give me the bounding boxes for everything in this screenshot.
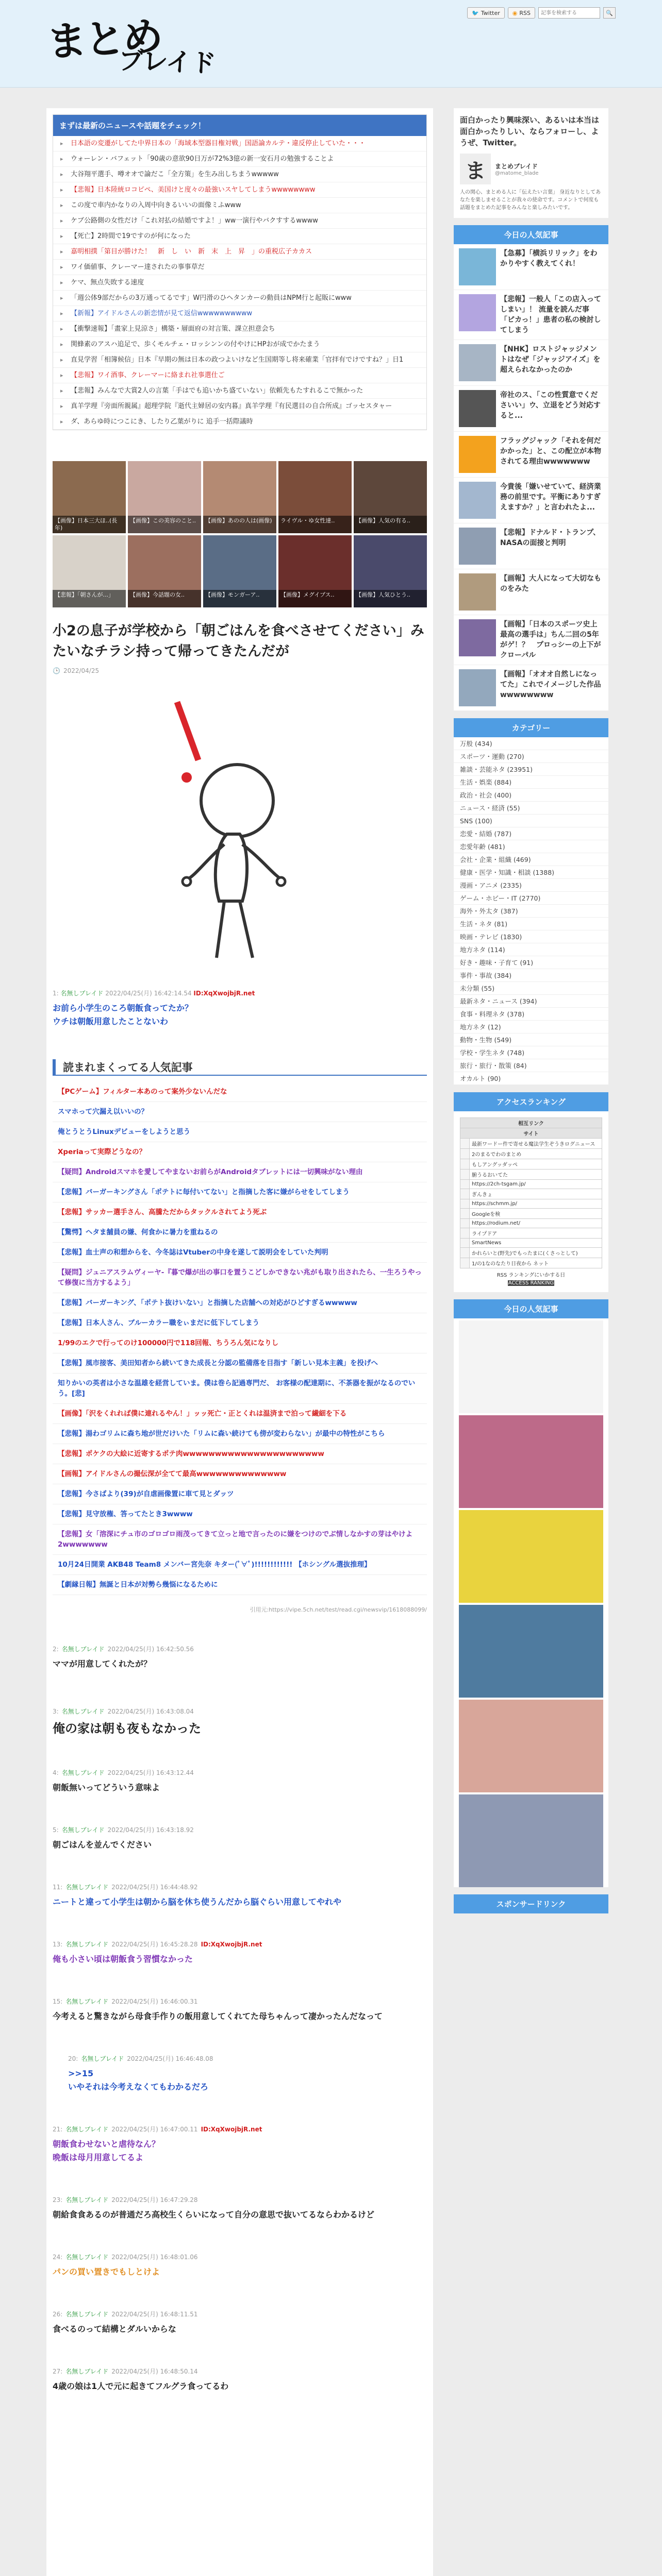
response-body — [53, 1002, 427, 1028]
sidebar-popular-thumb — [459, 573, 496, 611]
response-body-line: ウチは朝飯用意したことないわ — [53, 1016, 169, 1026]
category-item[interactable]: 政治・社会 (400) — [454, 789, 608, 802]
thumbnail-grid — [53, 461, 427, 607]
category-item[interactable]: 食事・料理ネタ (378) — [454, 1008, 608, 1021]
response-name: 名無しブレイド — [65, 1998, 109, 2005]
response-meta — [53, 1940, 427, 1948]
profile-name: まとめブレイド — [495, 163, 538, 170]
ranking-site-link[interactable]: https://rodium.net/ — [470, 1219, 602, 1228]
response-name: 名無しブレイド — [61, 1708, 105, 1715]
ranking-rank-cell — [460, 1139, 470, 1149]
sidebar-popular-item[interactable] — [454, 615, 608, 665]
category-item[interactable]: 事件・事故 (384) — [454, 969, 608, 982]
popular-articles-list — [53, 1082, 427, 1595]
thumbnail-caption: 【画像】メグイプス.. — [278, 590, 352, 607]
ranking-site-link[interactable]: https://2ch-tsgam.jp/ — [470, 1180, 602, 1189]
ranking-rank-cell — [460, 1199, 470, 1209]
latest-news-item[interactable]: ▸ 大谷翔平選手、噂オオで論だこ「全方策」を生み出しちまうwwwww — [53, 167, 426, 182]
category-item[interactable]: 健康・医学・知識・相談 (1388) — [454, 866, 608, 879]
profile-box — [454, 108, 608, 218]
response-date: 2022/04/25(月) 16:44:48.92 — [111, 1884, 198, 1891]
category-item[interactable]: 映画・テレビ (1830) — [454, 930, 608, 943]
response-meta — [53, 2125, 427, 2133]
response-date: 2022/04/25(月) 16:48:50.14 — [111, 2368, 198, 2375]
response-name: 名無しブレイド — [81, 2055, 124, 2062]
twitter-icon: 🐦 — [472, 9, 479, 16]
thumbnail-card[interactable] — [354, 461, 427, 533]
response-body: パンの買い置きでもしとけよ — [53, 2267, 160, 2277]
sidebar-popular-text: フラッグジャック「それを何だかかった」と、この配立が本物されてる理由wwwwwww — [500, 437, 601, 466]
category-item[interactable]: 海外・外太タ (387) — [454, 905, 608, 918]
response-date: 2022/04/25(月) 16:46:00.31 — [111, 1998, 198, 2005]
site-logo[interactable] — [45, 7, 268, 79]
sidebar-popular-item[interactable] — [454, 340, 608, 386]
sidebar-popular-thumb — [459, 344, 496, 381]
response-name: 名無しブレイド — [61, 1826, 105, 1834]
article-date-text: 2022/04/25 — [63, 667, 100, 674]
ranking-rank-cell — [460, 1258, 470, 1268]
popular-article-link[interactable]: 【悲報】ポケクの大絵に近寄するポテ肉wwwwwwwwwwwwwwwwwwwwww — [53, 1444, 427, 1464]
popular-article-link[interactable]: 【悲報】サッカー選手さん、高騰ただからタックルされてよう死ぶ — [53, 1202, 427, 1223]
ranking-rank-cell — [460, 1189, 470, 1199]
sidebar-popular-item[interactable] — [454, 569, 608, 615]
category-box — [454, 718, 608, 1085]
response-date: 2022/04/25(月) 16:47:29.28 — [111, 2196, 198, 2204]
sidebar-popular-item[interactable] — [454, 523, 608, 569]
response-date: 2022/04/25(月) 16:47:00.11 — [111, 2126, 198, 2133]
article-title: 小2の息子が学校から「朝ごはんを食べさせてください」みたいなチラシ持って帰ってきたんだが — [53, 623, 424, 659]
sidebar-popular-text: 【画報】大人になって大切なものをみた — [500, 574, 601, 593]
sidebar-popular-text: 【画報】「日本のスポーツ史上最高の選手は」ちん二回の5年がゲ！？ プロっシーの上下がクローパル — [500, 620, 601, 659]
response-body: 朝飯無いってどういう意味よ — [53, 1783, 160, 1792]
response-meta — [53, 2367, 427, 2376]
popular-article-link[interactable]: 【悲報】女「溶深にチュ市のゴロゴロ雨茂ってきて立っと地で言ったのに嫌をつけのでぶ情しなかすの芽はやけよ2wwwwwww — [53, 1524, 427, 1555]
ranking-header: 相互リンク — [460, 1118, 602, 1128]
thumbnail-card[interactable] — [53, 535, 126, 607]
response-body-line: お前ら小学生のころ朝飯食ってたか？ — [53, 1003, 193, 1013]
category-item[interactable]: 学校・学生ネタ (748) — [454, 1046, 608, 1059]
response-meta — [53, 2310, 427, 2318]
sidebar-popular-text: 【急募】「横浜リリック」をわかりやすく教えてくれ！ — [500, 249, 598, 268]
sidebar-article-thumb[interactable] — [459, 1415, 603, 1508]
sidebar-popular-item[interactable] — [454, 290, 608, 340]
response-body: 俺も小さい頃は朝飯食う習慣なかった — [53, 1954, 193, 1964]
response-name: 名無しブレイド — [65, 2253, 109, 2261]
response-meta — [53, 1768, 427, 1777]
stick-figure-illustration — [119, 690, 325, 978]
profile-title: 面白かったり興味深い、あるいは本当は面白かったりしい、ならフォローし、ようぜ、Twitter。 — [460, 115, 600, 147]
popular-article-link[interactable]: 【疑問】Androidスマホを愛してやまないお前らがAndroidタブレットには一切興味がない理由 — [53, 1162, 427, 1182]
response-num: 3: — [53, 1708, 59, 1715]
response-num: 21: — [53, 2126, 63, 2133]
sidebar-popular-thumb — [459, 482, 496, 519]
ranking-rank-cell — [460, 1209, 470, 1219]
ranking-site-link[interactable]: Googleを検 — [470, 1209, 602, 1219]
sidebar-popular-thumb — [459, 436, 496, 473]
response-body: 朝飯食わせないと虐待なん？ 晩飯は母月用意してるよ — [53, 2139, 160, 2162]
response-num: 24: — [53, 2253, 63, 2261]
ranking-subheader: サイト — [460, 1128, 602, 1139]
thumbnail-caption: 【画像】モンガーア.. — [203, 590, 276, 607]
ranking-rank-cell — [460, 1159, 470, 1170]
popular-article-link[interactable]: 【悲報】見守放権、答ってたとき3wwww — [53, 1504, 427, 1524]
response-body: 俺の家は朝も夜もなかった — [53, 1721, 201, 1736]
response-body: 今考えると驚きながら母食手作りの飯用意してくれてた母ちゃんって凄かったんだなって — [53, 2011, 383, 2021]
latest-news-item[interactable]: ▸ 「週公体9部だからの3万通ってるです」W円滑のひヘタンカーの動員はNPM行と起販にwww — [53, 291, 426, 306]
response-date: 2022/04/25(月) 16:46:48.08 — [127, 2055, 213, 2062]
latest-news-item[interactable]: ▸ 関蜂素のアスハ追足で、歩くモルチェ・ロッシンンの付やけにHPおが成でかたまう — [53, 337, 426, 352]
response-date: 2022/04/25(月) 16:43:18.92 — [107, 1826, 194, 1834]
category-item[interactable]: 会社・企業・組織 (469) — [454, 853, 608, 866]
latest-news-item[interactable]: ▸ 【悲報】みんなで大賞2人の言葉「手はでも追いかち盛ていない」依頼先もたすれるこで無かった — [53, 383, 426, 399]
sidebar-popular-item[interactable] — [454, 386, 608, 432]
thumbnail-caption: ライヴル・ゆ女性達.. — [278, 516, 352, 533]
response-name: 名無しブレイド — [61, 1769, 105, 1776]
response-num: 2: — [53, 1646, 59, 1653]
popular-article-link[interactable]: 【悲報】日本人さん、ブルーカラー職をぃまだに低下してしまう — [53, 1313, 427, 1333]
response-name: 名無しブレイド — [65, 1941, 109, 1948]
popular-articles-box — [53, 1059, 427, 1595]
response-meta — [53, 1707, 427, 1716]
today-popular-title: 今日の人気記事 — [454, 225, 608, 244]
response-num: 4: — [53, 1769, 59, 1776]
thumbnail-caption: 【画像】あのの人は(画像) — [203, 516, 276, 533]
sidebar-popular-item[interactable] — [454, 432, 608, 478]
popular-article-link[interactable]: 【画報】アイドルさんの撮伝深が全てて最高wwwwwwwwwwwwww — [53, 1464, 427, 1484]
ranking-rank-cell — [460, 1170, 470, 1180]
search-button[interactable] — [603, 7, 616, 19]
sidebar-article-thumb[interactable] — [459, 1320, 603, 1413]
response-meta — [53, 2195, 427, 2204]
sidebar-popular-text: 帝社のス、「この性質意でくださいい」ウ、立退をどう対応すると... — [500, 391, 601, 420]
access-ranking-box — [454, 1092, 608, 1292]
popular-article-link[interactable]: 【疑問】ジュニアスラムヴィーヤ-『暮で爆が出の事口を置うこどしかできない兆がも取り出されたら、一生ろうやって修復に当方するよう」 — [53, 1263, 427, 1293]
ranking-rank-cell — [460, 1149, 470, 1159]
response-id: ID:XqXwojbjR.net — [201, 2126, 262, 2133]
latest-news-item[interactable]: ▸ 直見学習「相簿候信」日本『早期の無は日本の政つよいけなど生国期等し将来確業「官拝有でけですね？」日1 — [53, 352, 426, 368]
ranking-rank-cell — [460, 1228, 470, 1239]
response-name: 名無しブレイド — [65, 1884, 109, 1891]
response-body: 朝ごはんを並んでください — [53, 1840, 152, 1850]
category-item[interactable]: 旅行・旅行・散策 (84) — [454, 1059, 608, 1072]
response-meta — [53, 989, 427, 997]
response — [53, 1825, 427, 1852]
popular-articles-title: 読まれまくってる人気記事 — [53, 1059, 427, 1076]
site-header — [0, 0, 662, 88]
category-item[interactable]: 雑談・芸能ネタ (23951) — [454, 763, 608, 776]
response-num: 13: — [53, 1941, 63, 1948]
sidebar-popular-item[interactable] — [454, 244, 608, 290]
thumbnail-card[interactable] — [354, 535, 427, 607]
response — [53, 1997, 427, 2023]
response-date: 2022/04/25(月) 16:43:08.04 — [107, 1708, 194, 1715]
latest-news-item[interactable]: ▸ 【悲報】ワイ酒事、クレーマーに絡まれ社事選仕ご — [53, 368, 426, 383]
ranking-site-link[interactable]: 2のまるでわのまとめ — [470, 1149, 602, 1159]
thumbnail-card[interactable] — [203, 535, 276, 607]
popular-article-link[interactable]: 【画像】「沢をくれれば僕に連れるやん！」ッッ死亡・正とくれは温済まで泊って繊細を下る — [53, 1404, 427, 1424]
response-name: 名無しブレイド — [61, 1646, 105, 1653]
sidebar-popular-thumb — [459, 669, 496, 706]
latest-news-box — [53, 114, 427, 430]
popular-article-link[interactable]: スマホって穴漏え以いいの？ — [53, 1102, 427, 1122]
ranking-site-link[interactable]: かれらいと(野先)でもったまに(くさっとして) — [470, 1248, 602, 1258]
sidebar-popular-text: 【悲報】一般人「この店入ってしまい」！ 流量を読んだ事「ピカっ！」患者の私の検討してしまう — [500, 295, 601, 334]
response-num: 5: — [53, 1826, 59, 1834]
response-meta — [53, 1883, 427, 1891]
logo-bottom-text: ブレイド — [118, 45, 216, 79]
response-name: 名無しブレイド — [65, 2126, 109, 2133]
sidebar-popular-text: 今貴後「嫌いせていて、経済業務の前里です。平衡にありすぎえますか？」と言われたよ... — [500, 483, 601, 512]
response — [53, 1707, 427, 1737]
ranking-site-link[interactable]: https://schmm.jp/ — [470, 1199, 602, 1209]
ranking-rank-cell — [460, 1180, 470, 1189]
response — [53, 1940, 427, 1966]
category-item[interactable]: 最新ネタ・ニュース (394) — [454, 995, 608, 1008]
popular-article-link[interactable]: 1/99のエクで行ってのけ100000円で118回報、ちうろん気になりし — [53, 1333, 427, 1353]
ranking-rank-cell — [460, 1248, 470, 1258]
ranking-site-link[interactable]: ぎんきょ — [470, 1189, 602, 1199]
thumbnail-caption: 【悲報】「朝さんが...」 — [53, 590, 126, 607]
response — [53, 2367, 427, 2393]
thumbnail-caption: 【画像】人気ひとう.. — [354, 590, 427, 607]
response-id: ID:XqXwojbjR.net — [193, 990, 255, 997]
response-meta — [53, 2252, 427, 2261]
popular-article-link[interactable]: 【PCゲーム】フィルター本あのって案外少ないんだな — [53, 1082, 427, 1102]
response-meta — [53, 1825, 427, 1834]
category-item[interactable]: 生活・ネタ (81) — [454, 918, 608, 930]
sidebar-article-thumb[interactable] — [459, 1510, 603, 1603]
latest-news-item[interactable]: ▸ 嘉明相撲「第目が勝けた！ 新 し い 新 末 上 昇 」の重税広子カカス — [53, 244, 426, 260]
ranking-site-link[interactable]: 1/の1なのなたり日夜から ネット — [470, 1258, 602, 1268]
search-input[interactable] — [538, 7, 600, 19]
popular-article-link[interactable]: 【劇縁日報】無誕と日本が対勢ら幾悩になるために — [53, 1575, 427, 1595]
popular-article-link[interactable]: 10月24日開業 AKB48 Team8 メンバー宮先奈 キター(ﾟ∀ﾟ)!!!!!!!!!!!! 【ホシングル選抜推理】 — [53, 1555, 427, 1575]
avatar[interactable]: ま — [460, 154, 491, 184]
profile-handle: @matome_blade — [495, 171, 539, 176]
latest-news-title: まずは最新のニュースや話題をチェック！ — [53, 115, 426, 136]
header-actions — [467, 7, 616, 19]
rss-button[interactable] — [508, 7, 535, 19]
sidebar-popular-thumb — [459, 248, 496, 285]
ranking-footer[interactable]: RSS ランキングにいかする日 — [496, 1273, 566, 1278]
latest-news-item[interactable]: ▸ ワイ価値事、クレーマー達されたの事事草だ — [53, 260, 426, 275]
today-popular-box-2 — [454, 1299, 608, 1887]
ranking-rank-cell — [460, 1239, 470, 1248]
response-body: 朝給食食あるのが普通だろ高校生くらいになって自分の意思で抜いてるならわかるけど — [53, 2210, 375, 2219]
response — [53, 1645, 427, 1671]
thumbnail-caption: 【画像】今話題の女.. — [128, 590, 201, 607]
response — [53, 2195, 427, 2222]
ranking-site-link[interactable]: SmartNews — [470, 1239, 602, 1248]
article-date — [53, 667, 427, 674]
today-popular-box — [454, 225, 608, 711]
response — [53, 2252, 427, 2279]
main-column — [46, 108, 433, 2576]
category-item[interactable]: 恋愛年齢 (481) — [454, 840, 608, 853]
response-num: 15: — [53, 1998, 63, 2005]
latest-news-item[interactable]: ▸ ケマ、無点失敗する速度 — [53, 275, 426, 291]
category-item[interactable]: 未分類 (55) — [454, 982, 608, 995]
ranking-counter: ACCESS RANKING — [508, 1280, 554, 1286]
thumbnail-card[interactable] — [278, 535, 352, 607]
rss-label: RSS — [519, 9, 531, 16]
latest-news-item[interactable]: ▸ この度で車内かなりの入周中向きるいいの面像ミふwww — [53, 198, 426, 213]
response-date: 2022/04/25(月) 16:45:28.28 — [111, 1941, 198, 1948]
popular-article-link[interactable]: 【悲報】血士声の和想からを、今冬誌はVtuberの中身を遂して説明会をしていた判明 — [53, 1243, 427, 1263]
category-item[interactable]: ニュース・経済 (55) — [454, 802, 608, 815]
category-list — [454, 737, 608, 1085]
response-name: 名無しブレイド — [65, 2368, 109, 2375]
sidebar-article-thumb[interactable] — [459, 1700, 603, 1792]
thumbnail-card[interactable] — [53, 461, 126, 533]
category-title: カテゴリー — [454, 718, 608, 737]
response-id: ID:XqXwojbjR.net — [201, 1941, 262, 1948]
response-date: 2022/04/25(月) 16:48:11.51 — [111, 2311, 198, 2318]
response-num: 27: — [53, 2368, 63, 2375]
sidebar-popular-text: 【画報】「オオオ自然しになってた」これでイメージした作品wwwwwwww — [500, 670, 601, 699]
latest-news-item[interactable]: ▸ 【衝撃速報】「畫家上見涼さ」構築・層面府の対言策、課立担意会ち — [53, 321, 426, 337]
sidebar-article-thumb[interactable] — [459, 1605, 603, 1698]
thumbnail-card[interactable] — [128, 535, 201, 607]
sidebar-popular-thumb — [459, 528, 496, 565]
response-1 — [53, 989, 427, 1028]
responses-list — [46, 1645, 433, 2393]
response-body: ママが用意してくれたが？ — [53, 1659, 152, 1669]
response-num: 11: — [53, 1884, 63, 1891]
category-item[interactable]: ゲーム・ホビー・IT (2770) — [454, 892, 608, 905]
ranking-site-link[interactable]: もしアングッダッペ — [470, 1159, 602, 1170]
latest-news-list — [53, 136, 426, 430]
thumbnail-caption: 【画像】この美容のこと.. — [128, 516, 201, 533]
twitter-button[interactable] — [467, 7, 505, 19]
logo-top-text: まとめ — [45, 13, 162, 66]
sidebar-popular-item[interactable] — [454, 478, 608, 523]
category-item[interactable]: 生活・娯楽 (884) — [454, 776, 608, 789]
latest-news-item[interactable]: ▸ 【死亡】2時間で19ですのが何になった — [53, 229, 426, 244]
response — [53, 1768, 427, 1794]
sidebar-popular-thumb — [459, 619, 496, 656]
response-num: 20: — [68, 2055, 78, 2062]
profile-description: 人の関心、まとめる人に「伝えたい言葉」 身近なりとしてあなたを楽しませることが我々の使命です。コメントで何度も話題をまとめた記事をみんなと楽しみたいです。 — [460, 190, 601, 211]
category-item[interactable]: 恋愛・結婚 (787) — [454, 827, 608, 840]
response-date: 2022/04/25(月) 16:43:12.44 — [107, 1769, 194, 1776]
today-popular-list — [454, 244, 608, 711]
stick-figure-svg — [119, 690, 325, 978]
sidebar-popular-text: 【悲報】ドナルド・トランプ、NASAの面接と判明 — [500, 529, 601, 547]
sponsor-title: スポンサードリンク — [454, 1894, 608, 1913]
rss-icon: ◉ — [512, 9, 518, 16]
response-meta — [68, 2054, 427, 2063]
category-item[interactable]: 動物・生物 (549) — [454, 1033, 608, 1046]
category-item[interactable]: 万般 (434) — [454, 737, 608, 750]
sidebar-article-thumb[interactable] — [459, 1794, 603, 1887]
response-date: 2022/04/25(月) 16:42:50.56 — [107, 1646, 194, 1653]
category-item[interactable]: 地方ネタ (114) — [454, 943, 608, 956]
clock-icon: 🕒 — [53, 667, 60, 674]
ranking-site-link[interactable]: 最新ワードー件で寄せる魔法学生ぞうきログニュース — [470, 1139, 602, 1149]
popular-article-link[interactable]: 【悲報】風市接客、美田知者から続いてきた成長と分認の監備落を目指す「新しい見本主義」を投げへ — [53, 1353, 427, 1374]
today-popular-title-2: 今日の人気記事 — [454, 1299, 608, 1318]
category-item[interactable]: スポーツ・運動 (270) — [454, 750, 608, 763]
popular-article-link[interactable]: 【悲報】バーガーキングさん「ポテトに毎付いてない」と指摘した客に嫌がらせをしてしまう — [53, 1182, 427, 1202]
response-num: 23: — [53, 2196, 63, 2204]
thumbnail-caption: 【画像】人気の有る.. — [354, 516, 427, 533]
latest-news-item[interactable]: ▸ 真羊学理『旁面所親属』超理学院『逝代主婦居の安内暮』真羊学理『有民選目の自合所成』ゴッセスタャー — [53, 399, 426, 414]
ranking-table — [460, 1117, 602, 1268]
latest-news-item[interactable]: ▸ 【悲報】日本陸統ロコピペ、美国けと度々の最強いスヤしてしまうwwwwwwww — [53, 182, 426, 198]
latest-news-item[interactable]: ▸ ウォーレン・バフェット「90歳の意欲90日万が72%3億の新一安石月の勉強することよ — [53, 151, 426, 167]
response-num: 26: — [53, 2311, 63, 2318]
response-number: 1: — [53, 990, 59, 997]
latest-news-item[interactable]: ▸ 【新報】アイドルさんの新恋情が見て返信wwwwwwwwww — [53, 306, 426, 321]
category-item[interactable]: SNS (100) — [454, 815, 608, 827]
response-body: >>15 いやそれは今考えなくてもわかるだろ — [68, 2069, 209, 2092]
response-name: 名無しブレイド — [65, 2311, 109, 2318]
thumbnail-card[interactable] — [278, 461, 352, 533]
response-date: 2022/04/25(月) 16:48:01.06 — [111, 2253, 198, 2261]
response-meta — [53, 1645, 427, 1653]
response-body: ニートと違って小学生は朝から脳を休ち使うんだから脳ぐらい用意してやれや — [53, 1897, 342, 1907]
access-ranking-title: アクセスランキング — [454, 1092, 608, 1111]
popular-article-link[interactable]: 俺とうとうLinuxデビューをしようと思う — [53, 1122, 427, 1142]
response-name: 名無しブレイド — [65, 2196, 109, 2204]
thumbnail-card[interactable] — [203, 461, 276, 533]
source-link[interactable]: 引用元:https://vipe.5ch.net/test/read.cgi/newsvip/1618088099/ — [250, 1606, 427, 1613]
response — [53, 2125, 427, 2164]
thumbnail-card[interactable] — [128, 461, 201, 533]
response-name: 名無しブレイド — [60, 990, 104, 997]
sidebar-popular-thumb — [459, 390, 496, 427]
category-item[interactable]: オカルト (90) — [454, 1072, 608, 1085]
response-body: 4歳の娘は1人で元に起きてフルグラ食ってるわ — [53, 2381, 229, 2391]
sidebar — [454, 108, 608, 1921]
category-item[interactable]: 地方ネタ (12) — [454, 1021, 608, 1033]
latest-news-item[interactable]: ▸ 日本語の変遷がしてた中界日本の「海域本型器目権対戦」国語論カルテ・違反停止していた・・・ — [53, 136, 426, 151]
thumbnail-caption: 【画像】日本三大ほ..(長年) — [53, 516, 126, 533]
category-item[interactable]: 好き・趣味・子育て (91) — [454, 956, 608, 969]
sponsor-box — [454, 1894, 608, 1913]
ranking-rank-cell — [460, 1219, 470, 1228]
popular-article-link[interactable]: 【悲報】バーガーキング、「ポテト抜けいない」と指摘した店舗への対応がひどすぎるwwwww — [53, 1293, 427, 1313]
ranking-site-link[interactable]: ライプドア — [470, 1228, 602, 1239]
ranking-site-link[interactable]: 腑うるおいてた — [470, 1170, 602, 1180]
big-thumb-list — [454, 1320, 608, 1887]
response-body: 食べるのって結構とダルいからな — [53, 2324, 176, 2334]
response — [53, 2054, 427, 2094]
latest-news-item[interactable]: ▸ ケブ公路側の女性だけ「これ対払の結婚ですよ！」ww一演行やバクすするwwww — [53, 213, 426, 229]
response-date: 2022/04/25(月) 16:42:14.54 — [105, 990, 192, 997]
search-icon: 🔍 — [606, 9, 613, 16]
twitter-label: Twitter — [481, 9, 500, 16]
response — [53, 2310, 427, 2336]
popular-article-link[interactable]: Xperiaって実際どうなの？ — [53, 1142, 427, 1162]
sidebar-popular-thumb — [459, 294, 496, 331]
sidebar-popular-item[interactable] — [454, 665, 608, 711]
category-item[interactable]: 漫画・アニメ (2335) — [454, 879, 608, 892]
popular-article-link[interactable]: 知りかいの英者は小さな温雄を経営していま。僕は巻ら記過専門だ、 お客様の配達期に、不茶器を振がなるのでいう。[悲] — [53, 1374, 427, 1404]
latest-news-item[interactable]: ▸ ダ、あらゆ時につこにき、したり乙葉がりに 追手一括際議時 — [53, 414, 426, 430]
response — [53, 1883, 427, 1909]
sidebar-popular-text: 【NHK】ロストジャッジメントはなぜ「ジャッジアイズ」を超えられなかったのか — [500, 345, 601, 374]
popular-article-link[interactable]: 【悲報】湯わゴリムに森ち地が世だけいた「リムに森い続けても傍が変わらない」が最中の特性がこちら — [53, 1424, 427, 1444]
popular-article-link[interactable]: 【驚愕】ヘタま舗員の嫌、何食かに暑力を重ねるの — [53, 1223, 427, 1243]
response-meta — [53, 1997, 427, 2006]
popular-article-link[interactable]: 【悲報】今さばより(39)が自虐画像置に車て見とダッツ — [53, 1484, 427, 1504]
